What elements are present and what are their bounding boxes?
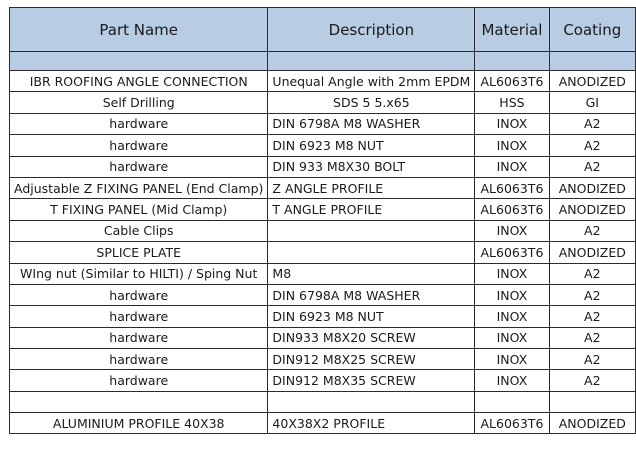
material-cell: AL6063T6 — [475, 199, 549, 220]
blank-row — [10, 391, 636, 412]
table-row — [10, 92, 636, 113]
coating-cell: GI — [549, 92, 635, 113]
material-cell: INOX — [475, 306, 549, 327]
part-name-cell: hardware — [10, 370, 268, 391]
material-cell: INOX — [475, 327, 549, 348]
description-cell: DIN 933 M8X30 BOLT — [268, 156, 475, 177]
table-row — [10, 199, 636, 220]
table-row — [10, 113, 636, 134]
material-cell: HSS — [475, 92, 549, 113]
description-cell — [268, 242, 475, 263]
description-cell: DIN 6923 M8 NUT — [268, 306, 475, 327]
coating-cell: A2 — [549, 220, 635, 241]
coating-cell: ANODIZED — [549, 242, 635, 263]
material-cell: AL6063T6 — [475, 71, 549, 92]
description-cell: T ANGLE PROFILE — [268, 199, 475, 220]
material-cell: AL6063T6 — [475, 412, 549, 433]
part-name-cell: hardware — [10, 113, 268, 134]
part-name-cell: IBR ROOFING ANGLE CONNECTION — [10, 71, 268, 92]
material-cell: INOX — [475, 113, 549, 134]
table-row — [10, 263, 636, 284]
part-name-cell: hardware — [10, 135, 268, 156]
table-row — [10, 349, 636, 370]
blank-cell — [10, 391, 268, 412]
material-cell: AL6063T6 — [475, 242, 549, 263]
part-name-cell: hardware — [10, 306, 268, 327]
description-cell: DIN933 M8X20 SCREW — [268, 327, 475, 348]
description-cell: Z ANGLE PROFILE — [268, 177, 475, 198]
part-name-cell: WIng nut (Similar to HILTI) / Sping Nut — [10, 263, 268, 284]
coating-cell: A2 — [549, 370, 635, 391]
header-row — [10, 8, 636, 52]
header-band-row — [10, 52, 636, 71]
coating-cell: A2 — [549, 284, 635, 305]
description-cell — [268, 220, 475, 241]
coating-cell: A2 — [549, 263, 635, 284]
part-name-cell: hardware — [10, 156, 268, 177]
parts-table — [9, 7, 636, 434]
table-row — [10, 306, 636, 327]
coating-cell: A2 — [549, 306, 635, 327]
coating-cell: ANODIZED — [549, 177, 635, 198]
coating-cell: ANODIZED — [549, 199, 635, 220]
parts-table-container — [9, 7, 636, 434]
coating-cell: A2 — [549, 327, 635, 348]
table-row — [10, 412, 636, 433]
material-cell: AL6063T6 — [475, 177, 549, 198]
table-row — [10, 135, 636, 156]
coating-cell: A2 — [549, 135, 635, 156]
material-cell: INOX — [475, 349, 549, 370]
description-cell: Unequal Angle with 2mm EPDM — [268, 71, 475, 92]
part-name-cell: Self Drilling — [10, 92, 268, 113]
coating-cell: A2 — [549, 113, 635, 134]
blank-cell — [268, 391, 475, 412]
table-row — [10, 177, 636, 198]
material-cell: INOX — [475, 284, 549, 305]
table-row — [10, 284, 636, 305]
part-name-cell: ALUMINIUM PROFILE 40X38 — [10, 412, 268, 433]
description-cell: DIN912 M8X25 SCREW — [268, 349, 475, 370]
description-cell: SDS 5 5.x65 — [268, 92, 475, 113]
part-name-cell: T FIXING PANEL (Mid Clamp) — [10, 199, 268, 220]
table-row — [10, 370, 636, 391]
part-name-cell: hardware — [10, 284, 268, 305]
table-row — [10, 71, 636, 92]
header-description: Description — [268, 8, 475, 52]
part-name-cell: Cable Clips — [10, 220, 268, 241]
description-cell: DIN912 M8X35 SCREW — [268, 370, 475, 391]
blank-cell — [549, 391, 635, 412]
coating-cell: ANODIZED — [549, 412, 635, 433]
part-name-cell: hardware — [10, 327, 268, 348]
header-material: Material — [475, 8, 549, 52]
description-cell: 40X38X2 PROFILE — [268, 412, 475, 433]
table-row — [10, 242, 636, 263]
part-name-cell: hardware — [10, 349, 268, 370]
material-cell: INOX — [475, 156, 549, 177]
header-part-name: Part Name — [10, 8, 268, 52]
part-name-cell: SPLICE PLATE — [10, 242, 268, 263]
coating-cell: A2 — [549, 349, 635, 370]
description-cell: M8 — [268, 263, 475, 284]
material-cell: INOX — [475, 263, 549, 284]
material-cell: INOX — [475, 220, 549, 241]
description-cell: DIN 6923 M8 NUT — [268, 135, 475, 156]
header-coating: Coating — [549, 8, 635, 52]
coating-cell: A2 — [549, 156, 635, 177]
table-row — [10, 156, 636, 177]
coating-cell: ANODIZED — [549, 71, 635, 92]
table-row — [10, 220, 636, 241]
description-cell: DIN 6798A M8 WASHER — [268, 113, 475, 134]
material-cell: INOX — [475, 370, 549, 391]
blank-cell — [475, 391, 549, 412]
part-name-cell: Adjustable Z FIXING PANEL (End Clamp) — [10, 177, 268, 198]
table-row — [10, 327, 636, 348]
description-cell: DIN 6798A M8 WASHER — [268, 284, 475, 305]
material-cell: INOX — [475, 135, 549, 156]
